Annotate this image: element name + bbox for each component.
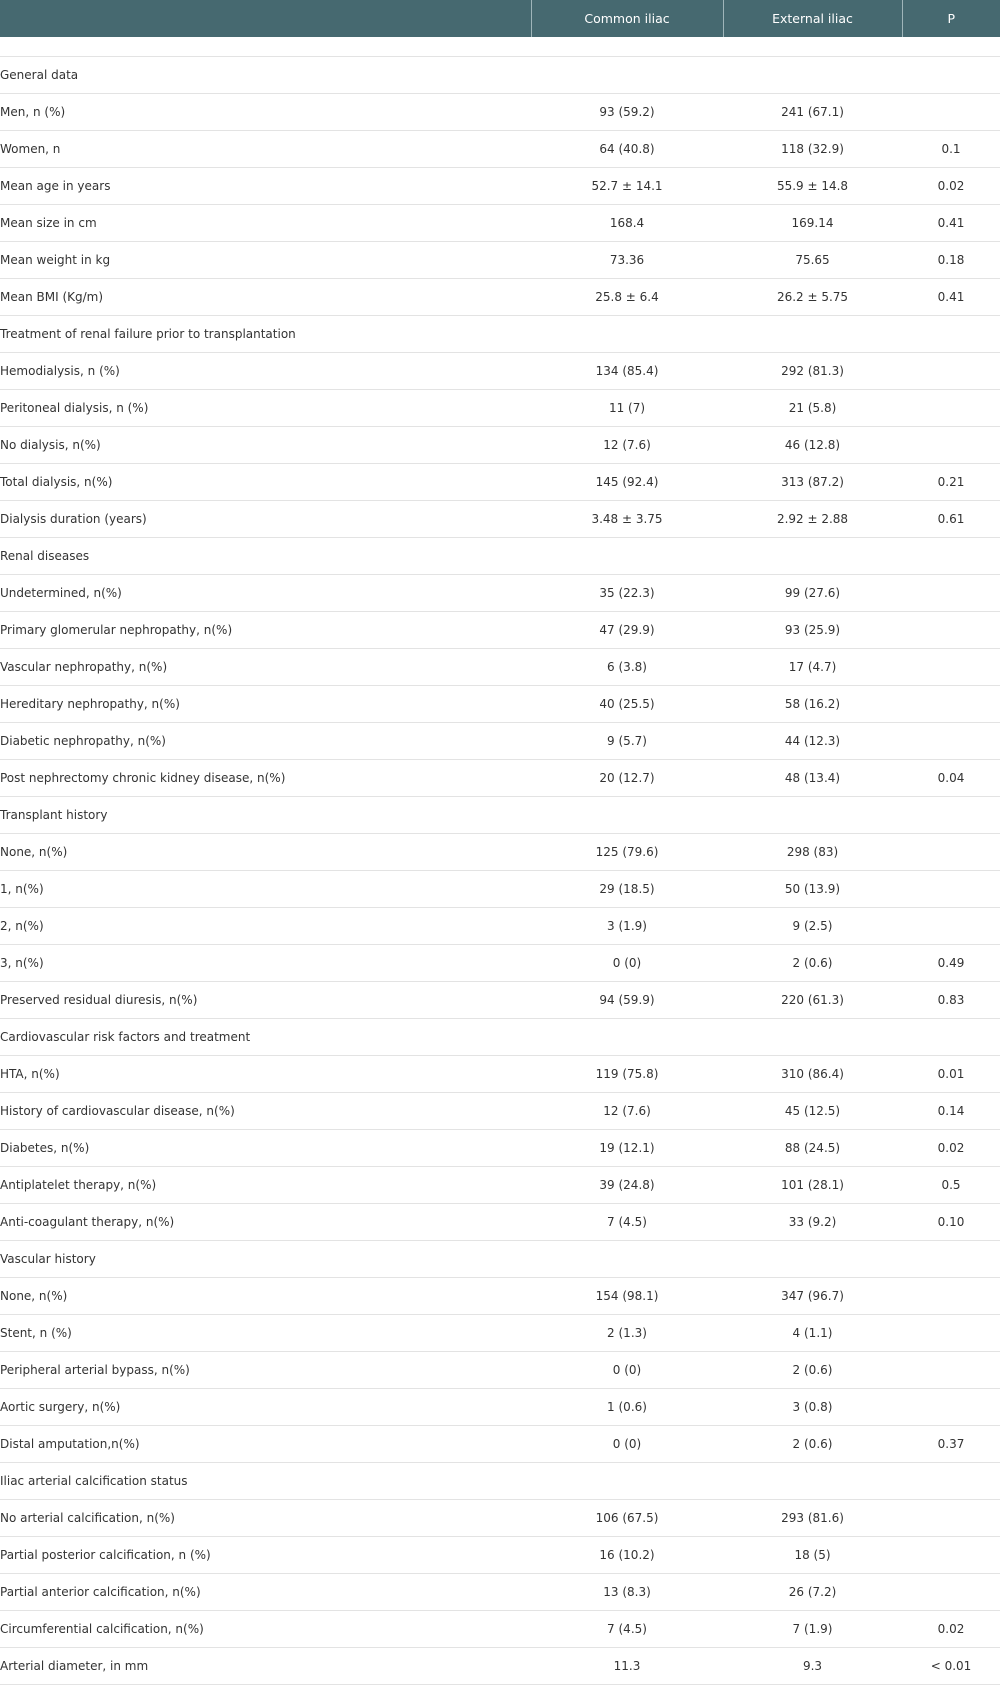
row-label: Antiplatelet therapy, n(%): [0, 1167, 531, 1204]
table-header: [0, 0, 1000, 37]
p-value: 0.01: [902, 1056, 1000, 1093]
p-value: 0.02: [902, 168, 1000, 205]
row-label: 3, n(%): [0, 945, 531, 982]
row-label: No dialysis, n(%): [0, 427, 531, 464]
external-iliac-value: 88 (24.5): [723, 1130, 902, 1167]
p-value: 0.14: [902, 1093, 1000, 1130]
table-row: [0, 501, 1000, 538]
external-iliac-value: 298 (83): [723, 834, 902, 871]
section-row: [0, 1019, 1000, 1056]
common-iliac-value: 9 (5.7): [531, 723, 723, 760]
table-row: [0, 1352, 1000, 1389]
common-iliac-value: 0 (0): [531, 1426, 723, 1463]
table-row: [0, 834, 1000, 871]
row-label: Peripheral arterial bypass, n(%): [0, 1352, 531, 1389]
p-value: [902, 871, 1000, 908]
common-iliac-value: 12 (7.6): [531, 1093, 723, 1130]
row-label: No arterial calcification, n(%): [0, 1500, 531, 1537]
common-iliac-value: 35 (22.3): [531, 575, 723, 612]
row-label: Mean weight in kg: [0, 242, 531, 279]
row-label: None, n(%): [0, 834, 531, 871]
row-label: 2, n(%): [0, 908, 531, 945]
header-label-cell: [0, 0, 531, 37]
common-iliac-value: 19 (12.1): [531, 1130, 723, 1167]
row-label: Primary glomerular nephropathy, n(%): [0, 612, 531, 649]
table-row: [0, 279, 1000, 316]
external-iliac-value: 33 (9.2): [723, 1204, 902, 1241]
common-iliac-value: 20 (12.7): [531, 760, 723, 797]
section-heading: Vascular history: [0, 1241, 1000, 1278]
p-value: [902, 834, 1000, 871]
external-iliac-value: 9 (2.5): [723, 908, 902, 945]
section-row: [0, 316, 1000, 353]
p-value: [902, 908, 1000, 945]
external-iliac-value: 347 (96.7): [723, 1278, 902, 1315]
table-row: [0, 94, 1000, 131]
external-iliac-value: 21 (5.8): [723, 390, 902, 427]
row-label: Women, n: [0, 131, 531, 168]
table-row: [0, 1204, 1000, 1241]
row-label: Mean size in cm: [0, 205, 531, 242]
row-label: Hemodialysis, n (%): [0, 353, 531, 390]
table-row: [0, 575, 1000, 612]
external-iliac-value: 46 (12.8): [723, 427, 902, 464]
table-row: [0, 908, 1000, 945]
row-label: History of cardiovascular disease, n(%): [0, 1093, 531, 1130]
row-label: Preserved residual diuresis, n(%): [0, 982, 531, 1019]
table-row: [0, 1426, 1000, 1463]
row-label: Peritoneal dialysis, n (%): [0, 390, 531, 427]
external-iliac-value: 55.9 ± 14.8: [723, 168, 902, 205]
external-iliac-value: 220 (61.3): [723, 982, 902, 1019]
table-row: [0, 1167, 1000, 1204]
external-iliac-value: 26.2 ± 5.75: [723, 279, 902, 316]
spacer-row: [0, 37, 1000, 57]
external-iliac-value: 99 (27.6): [723, 575, 902, 612]
p-value: [902, 1278, 1000, 1315]
table-row: [0, 1056, 1000, 1093]
section-row: [0, 797, 1000, 834]
row-label: Distal amputation,n(%): [0, 1426, 531, 1463]
p-value: [902, 723, 1000, 760]
section-heading: General data: [0, 57, 1000, 94]
table-body: [0, 37, 1000, 1685]
p-value: 0.02: [902, 1611, 1000, 1648]
external-iliac-value: 2 (0.6): [723, 945, 902, 982]
common-iliac-value: 11 (7): [531, 390, 723, 427]
common-iliac-value: 39 (24.8): [531, 1167, 723, 1204]
external-iliac-value: 4 (1.1): [723, 1315, 902, 1352]
table-row: [0, 242, 1000, 279]
p-value: 0.02: [902, 1130, 1000, 1167]
p-value: [902, 1352, 1000, 1389]
section-heading: Iliac arterial calcification status: [0, 1463, 1000, 1500]
table-row: [0, 945, 1000, 982]
external-iliac-value: 93 (25.9): [723, 612, 902, 649]
external-iliac-value: 241 (67.1): [723, 94, 902, 131]
common-iliac-value: 13 (8.3): [531, 1574, 723, 1611]
p-value: 0.18: [902, 242, 1000, 279]
table-row: [0, 427, 1000, 464]
table-row: [0, 686, 1000, 723]
table-row: [0, 982, 1000, 1019]
external-iliac-value: 313 (87.2): [723, 464, 902, 501]
section-row: [0, 1463, 1000, 1500]
external-iliac-value: 101 (28.1): [723, 1167, 902, 1204]
external-iliac-value: 58 (16.2): [723, 686, 902, 723]
external-iliac-value: 7 (1.9): [723, 1611, 902, 1648]
row-label: Stent, n (%): [0, 1315, 531, 1352]
common-iliac-value: 2 (1.3): [531, 1315, 723, 1352]
section-heading: Cardiovascular risk factors and treatment: [0, 1019, 1000, 1056]
table-row: [0, 1648, 1000, 1685]
row-label: Mean BMI (Kg/m): [0, 279, 531, 316]
row-label: Circumferential calcification, n(%): [0, 1611, 531, 1648]
common-iliac-value: 25.8 ± 6.4: [531, 279, 723, 316]
section-row: [0, 57, 1000, 94]
common-iliac-value: 93 (59.2): [531, 94, 723, 131]
common-iliac-value: 0 (0): [531, 1352, 723, 1389]
external-iliac-value: 2 (0.6): [723, 1426, 902, 1463]
p-value: 0.83: [902, 982, 1000, 1019]
common-iliac-value: 94 (59.9): [531, 982, 723, 1019]
common-iliac-value: 106 (67.5): [531, 1500, 723, 1537]
row-label: Vascular nephropathy, n(%): [0, 649, 531, 686]
p-value: [902, 1389, 1000, 1426]
table-row: [0, 464, 1000, 501]
p-value: 0.04: [902, 760, 1000, 797]
table-row: [0, 390, 1000, 427]
external-iliac-value: 2 (0.6): [723, 1352, 902, 1389]
common-iliac-value: 64 (40.8): [531, 131, 723, 168]
external-iliac-value: 310 (86.4): [723, 1056, 902, 1093]
table-row: [0, 723, 1000, 760]
row-label: Partial posterior calcification, n (%): [0, 1537, 531, 1574]
row-label: Men, n (%): [0, 94, 531, 131]
row-label: Aortic surgery, n(%): [0, 1389, 531, 1426]
common-iliac-value: 7 (4.5): [531, 1611, 723, 1648]
common-iliac-value: 125 (79.6): [531, 834, 723, 871]
external-iliac-value: 169.14: [723, 205, 902, 242]
external-iliac-value: 17 (4.7): [723, 649, 902, 686]
external-iliac-value: 45 (12.5): [723, 1093, 902, 1130]
table-row: [0, 1389, 1000, 1426]
row-label: Diabetic nephropathy, n(%): [0, 723, 531, 760]
row-label: None, n(%): [0, 1278, 531, 1315]
section-row: [0, 1241, 1000, 1278]
common-iliac-value: 168.4: [531, 205, 723, 242]
p-value: [902, 1537, 1000, 1574]
table-row: [0, 871, 1000, 908]
p-value: 0.37: [902, 1426, 1000, 1463]
row-label: 1, n(%): [0, 871, 531, 908]
external-iliac-value: 48 (13.4): [723, 760, 902, 797]
row-label: Post nephrectomy chronic kidney disease, n(%): [0, 760, 531, 797]
row-label: Anti-coagulant therapy, n(%): [0, 1204, 531, 1241]
row-label: Partial anterior calcification, n(%): [0, 1574, 531, 1611]
table-row: [0, 353, 1000, 390]
common-iliac-value: 7 (4.5): [531, 1204, 723, 1241]
p-value: 0.1: [902, 131, 1000, 168]
common-iliac-value: 145 (92.4): [531, 464, 723, 501]
common-iliac-value: 6 (3.8): [531, 649, 723, 686]
row-label: Dialysis duration (years): [0, 501, 531, 538]
table-row: [0, 1315, 1000, 1352]
common-iliac-value: 1 (0.6): [531, 1389, 723, 1426]
table-row: [0, 1574, 1000, 1611]
external-iliac-value: 2.92 ± 2.88: [723, 501, 902, 538]
p-value: 0.10: [902, 1204, 1000, 1241]
p-value: < 0.01: [902, 1648, 1000, 1685]
table-row: [0, 168, 1000, 205]
section-heading: Transplant history: [0, 797, 1000, 834]
common-iliac-value: 73.36: [531, 242, 723, 279]
row-label: HTA, n(%): [0, 1056, 531, 1093]
row-label: Diabetes, n(%): [0, 1130, 531, 1167]
p-value: 0.5: [902, 1167, 1000, 1204]
section-row: [0, 538, 1000, 575]
common-iliac-value: 40 (25.5): [531, 686, 723, 723]
common-iliac-value: 47 (29.9): [531, 612, 723, 649]
table-row: [0, 205, 1000, 242]
common-iliac-value: 134 (85.4): [531, 353, 723, 390]
p-value: 0.49: [902, 945, 1000, 982]
external-iliac-value: 18 (5): [723, 1537, 902, 1574]
table-row: [0, 1278, 1000, 1315]
p-value: [902, 1315, 1000, 1352]
common-iliac-value: 12 (7.6): [531, 427, 723, 464]
external-iliac-value: 75.65: [723, 242, 902, 279]
table-row: [0, 649, 1000, 686]
common-iliac-value: 16 (10.2): [531, 1537, 723, 1574]
external-iliac-value: 118 (32.9): [723, 131, 902, 168]
common-iliac-value: 0 (0): [531, 945, 723, 982]
row-label: Undetermined, n(%): [0, 575, 531, 612]
p-value: [902, 390, 1000, 427]
table-row: [0, 1611, 1000, 1648]
p-value: 0.61: [902, 501, 1000, 538]
table-row: [0, 760, 1000, 797]
p-value: [902, 649, 1000, 686]
common-iliac-value: 11.3: [531, 1648, 723, 1685]
common-iliac-value: 29 (18.5): [531, 871, 723, 908]
common-iliac-value: 119 (75.8): [531, 1056, 723, 1093]
header-external-iliac: External iliac: [723, 0, 902, 37]
spacer-cell: [0, 37, 1000, 57]
p-value: [902, 612, 1000, 649]
row-label: Hereditary nephropathy, n(%): [0, 686, 531, 723]
external-iliac-value: 292 (81.3): [723, 353, 902, 390]
table-row: [0, 612, 1000, 649]
external-iliac-value: 44 (12.3): [723, 723, 902, 760]
header-p-value: P: [902, 0, 1000, 37]
table-row: [0, 1093, 1000, 1130]
p-value: [902, 575, 1000, 612]
common-iliac-value: 3 (1.9): [531, 908, 723, 945]
p-value: 0.21: [902, 464, 1000, 501]
external-iliac-value: 293 (81.6): [723, 1500, 902, 1537]
p-value: 0.41: [902, 205, 1000, 242]
table-row: [0, 1537, 1000, 1574]
p-value: [902, 353, 1000, 390]
p-value: [902, 427, 1000, 464]
row-label: Total dialysis, n(%): [0, 464, 531, 501]
p-value: [902, 1500, 1000, 1537]
row-label: Arterial diameter, in mm: [0, 1648, 531, 1685]
p-value: [902, 94, 1000, 131]
section-heading: Treatment of renal failure prior to transplantation: [0, 316, 1000, 353]
header-common-iliac: Common iliac: [531, 0, 723, 37]
common-iliac-value: 154 (98.1): [531, 1278, 723, 1315]
p-value: [902, 686, 1000, 723]
p-value: 0.41: [902, 279, 1000, 316]
external-iliac-value: 50 (13.9): [723, 871, 902, 908]
row-label: Mean age in years: [0, 168, 531, 205]
external-iliac-value: 26 (7.2): [723, 1574, 902, 1611]
table-row: [0, 1500, 1000, 1537]
header-row: [0, 0, 1000, 37]
external-iliac-value: 9.3: [723, 1648, 902, 1685]
table-row: [0, 1130, 1000, 1167]
section-heading: Renal diseases: [0, 538, 1000, 575]
table-row: [0, 131, 1000, 168]
common-iliac-value: 52.7 ± 14.1: [531, 168, 723, 205]
external-iliac-value: 3 (0.8): [723, 1389, 902, 1426]
common-iliac-value: 3.48 ± 3.75: [531, 501, 723, 538]
p-value: [902, 1574, 1000, 1611]
